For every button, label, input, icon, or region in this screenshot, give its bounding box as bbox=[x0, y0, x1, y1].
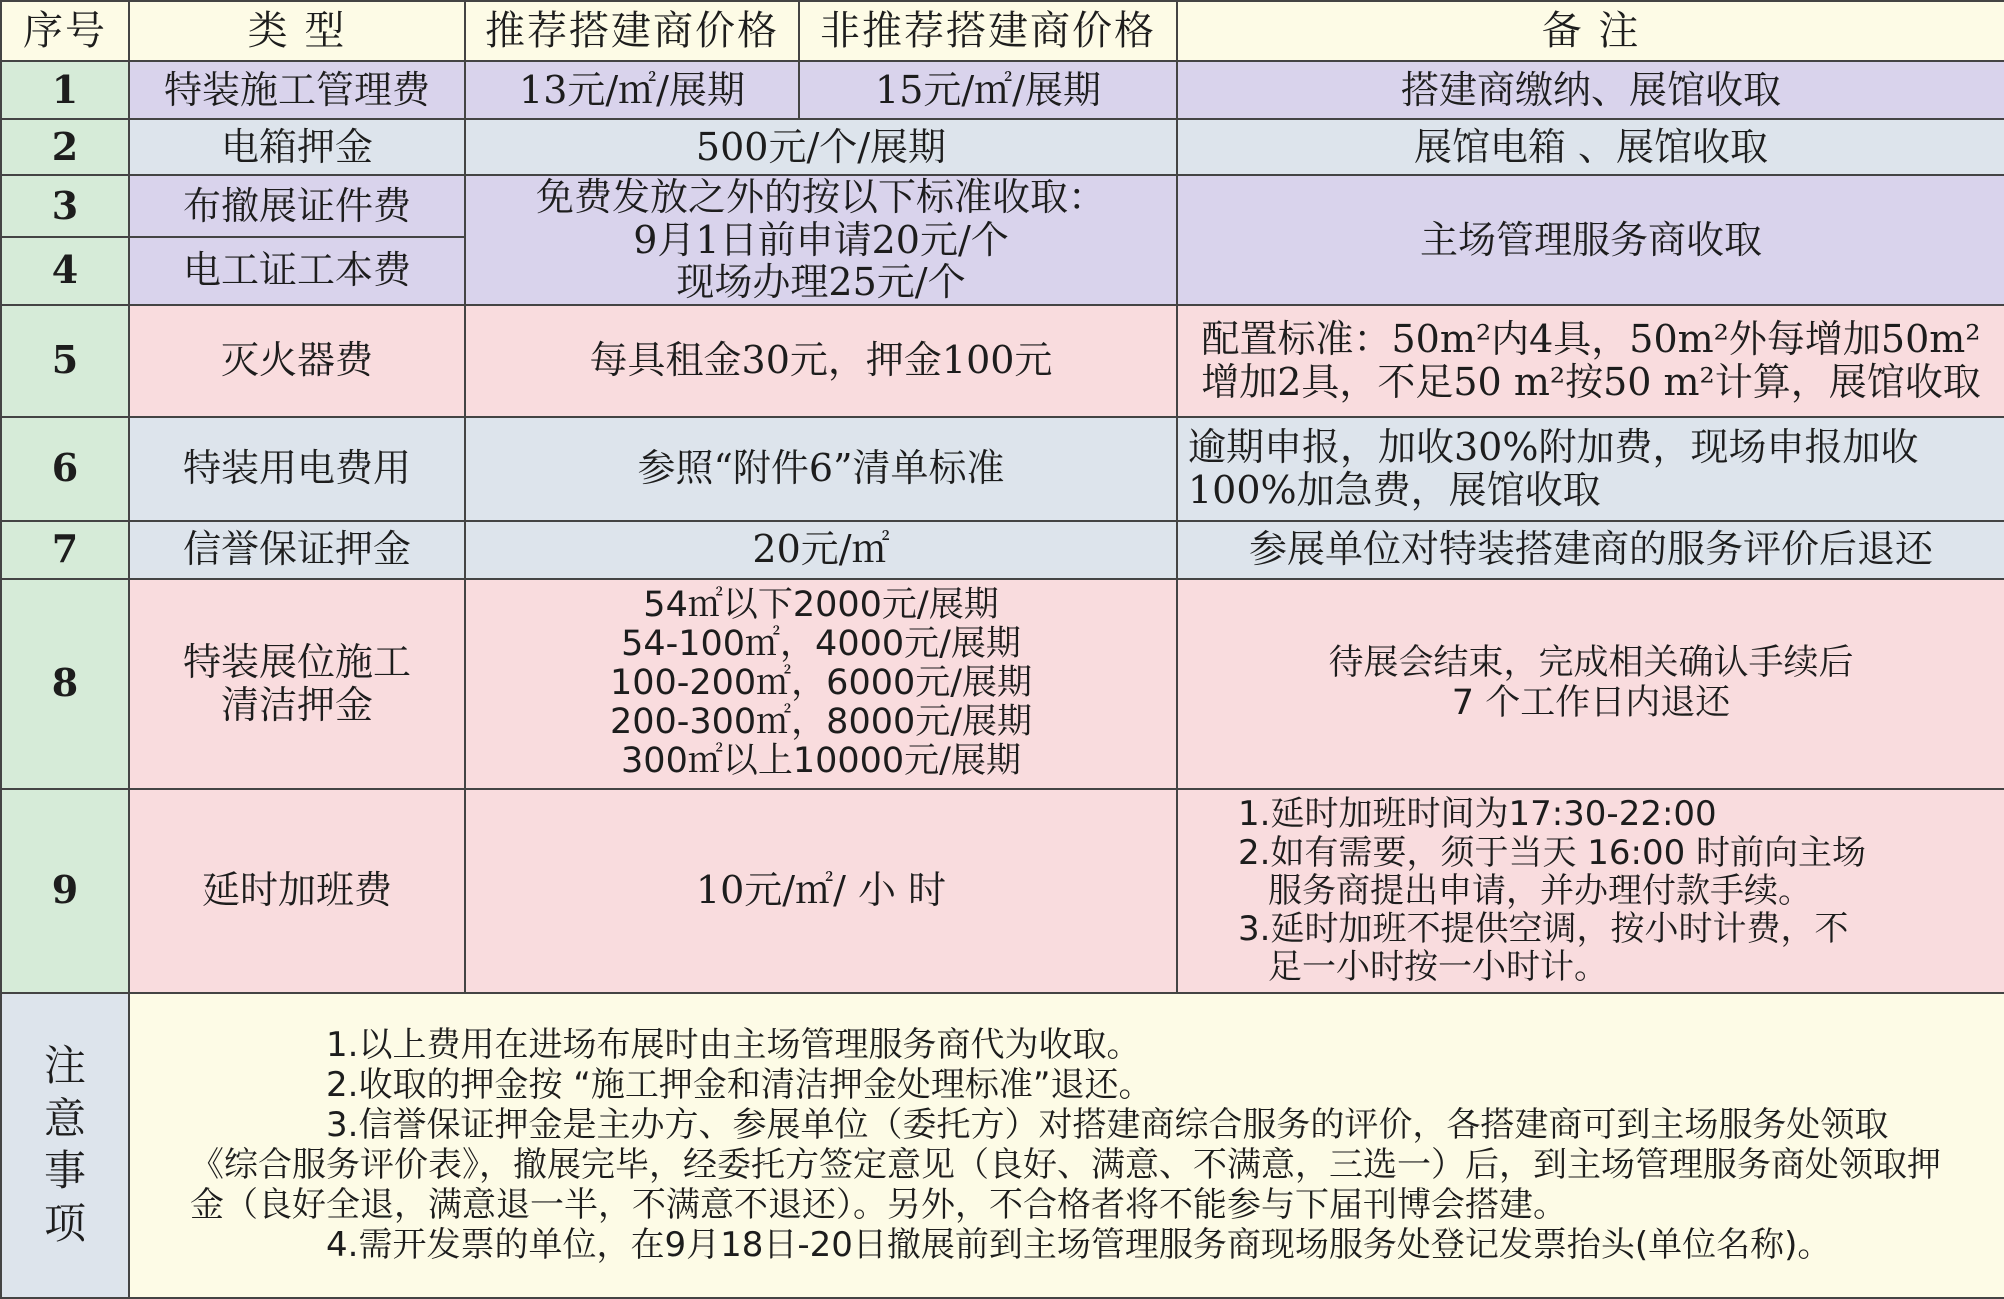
header-remark: 备 注 bbox=[1177, 1, 2004, 61]
remark-line: 100%加急费，展馆收取 bbox=[1188, 467, 1601, 512]
table-row bbox=[1, 305, 2004, 417]
price-line: 54-100㎡，4000元/展期 bbox=[621, 623, 1021, 664]
row-number: 1 bbox=[1, 61, 129, 119]
fee-type: 灭火器费 bbox=[129, 305, 465, 417]
row-number: 3 bbox=[1, 175, 129, 237]
table-row bbox=[1, 175, 2004, 237]
remark bbox=[1177, 417, 2004, 521]
notes-row bbox=[1, 993, 2004, 1298]
fee-type bbox=[129, 579, 465, 789]
fee-type: 特装施工管理费 bbox=[129, 61, 465, 119]
remark: 参展单位对特装搭建商的服务评价后退还 bbox=[1177, 521, 2004, 579]
note-paragraph: 1.以上费用在进场布展时由主场管理服务商代为收取。 bbox=[326, 1024, 1141, 1065]
type-line: 清洁押金 bbox=[220, 682, 373, 727]
header-row bbox=[1, 1, 2004, 61]
cert-price bbox=[465, 175, 1177, 305]
remark-line: 3.延时加班不提供空调，按小时计费，不 bbox=[1238, 908, 1849, 949]
remark: 展馆电箱 、展馆收取 bbox=[1177, 119, 2004, 175]
row-number: 6 bbox=[1, 417, 129, 521]
cert-remark: 主场管理服务商收取 bbox=[1177, 175, 2004, 305]
fee-type: 电工证工本费 bbox=[129, 237, 465, 305]
remark-line: 增加2具，不足50 m²按50 m²计算，展馆收取 bbox=[1201, 359, 1981, 404]
table-row bbox=[1, 521, 2004, 579]
table-row bbox=[1, 789, 2004, 993]
remark: 搭建商缴纳、展馆收取 bbox=[1177, 61, 2004, 119]
row-number: 4 bbox=[1, 237, 129, 305]
table-row bbox=[1, 61, 2004, 119]
price-line: 200-300㎡，8000元/展期 bbox=[609, 702, 1033, 743]
price: 20元/㎡ bbox=[465, 521, 1177, 579]
row-number: 2 bbox=[1, 119, 129, 175]
price: 每具租金30元，押金100元 bbox=[465, 305, 1177, 417]
table-row bbox=[1, 119, 2004, 175]
header-rec-price: 推荐搭建商价格 bbox=[465, 1, 799, 61]
header-type: 类 型 bbox=[129, 1, 465, 61]
fee-type: 特装用电费用 bbox=[129, 417, 465, 521]
remark-line: 7 个工作日内退还 bbox=[1451, 682, 1731, 723]
nonrec-price: 15元/㎡/展期 bbox=[799, 61, 1177, 119]
remark bbox=[1177, 305, 2004, 417]
notes-label: 注 意 事 项 bbox=[1, 993, 129, 1298]
rec-price: 13元/㎡/展期 bbox=[465, 61, 799, 119]
header-seq: 序号 bbox=[1, 1, 129, 61]
fee-type: 电箱押金 bbox=[129, 119, 465, 175]
remark-line: 服务商提出申请，并办理付款手续。 bbox=[1268, 870, 1812, 911]
remark-line: 待展会结束，完成相关确认手续后 bbox=[1328, 643, 1854, 684]
price: 500元/个/展期 bbox=[465, 119, 1177, 175]
remark-line: 1.延时加班时间为17:30-22:00 bbox=[1238, 794, 1717, 835]
row-number: 5 bbox=[1, 305, 129, 417]
note-paragraph: 2.收取的押金按 “施工押金和清洁押金处理标准”退还。 bbox=[326, 1064, 1153, 1105]
fee-type: 延时加班费 bbox=[129, 789, 465, 993]
price-line: 现场办理25元/个 bbox=[676, 260, 966, 305]
remark-line: 2.如有需要，须于当天 16:00 时前向主场 bbox=[1238, 832, 1867, 873]
price-line: 300㎡以上10000元/展期 bbox=[621, 741, 1021, 782]
row-number: 7 bbox=[1, 521, 129, 579]
remark bbox=[1177, 579, 2004, 789]
note-paragraph: 4.需开发票的单位，在9月18日-20日撤展前到主场管理服务商现场服务处登记发票抬头(单位名称)。 bbox=[326, 1225, 1832, 1266]
row-number: 8 bbox=[1, 579, 129, 789]
price: 10元/㎡/ 小 时 bbox=[465, 789, 1177, 993]
type-line: 特装展位施工 bbox=[182, 640, 411, 685]
fee-type: 信誉保证押金 bbox=[129, 521, 465, 579]
notes-content bbox=[129, 993, 2004, 1298]
table-row bbox=[1, 417, 2004, 521]
price-line: 9月1日前申请20元/个 bbox=[633, 217, 1009, 262]
remark-line: 足一小时按一小时计。 bbox=[1268, 946, 1608, 987]
price: 参照“附件6”清单标准 bbox=[465, 417, 1177, 521]
price bbox=[465, 579, 1177, 789]
price-line: 54㎡以下2000元/展期 bbox=[643, 584, 999, 625]
remark-line: 逾期申报，加收30%附加费，现场申报加收 bbox=[1188, 425, 1919, 470]
remark-line: 配置标准：50m²内4具，50m²外每增加50m² bbox=[1201, 317, 1981, 362]
row-number: 9 bbox=[1, 789, 129, 993]
price-line: 免费发放之外的按以下标准收取： bbox=[535, 175, 1106, 219]
price-line: 100-200㎡，6000元/展期 bbox=[609, 663, 1033, 704]
note-paragraph: 3.信誉保证押金是主办方、参展单位（委托方）对搭建商综合服务的评价，各搭建商可到主场服务处领取《综合服务评价表》，撤展完毕，经委托方签定意见（良好、满意、不满意，三选一）后，到主场管理服务商处领取押金（良好全退，满意退一半，不满意不退还）。另外，不合格者将不能参与下届刊博会搭建。 bbox=[190, 1105, 1941, 1226]
fee-type: 布撤展证件费 bbox=[129, 175, 465, 237]
header-nonrec-price: 非推荐搭建商价格 bbox=[799, 1, 1177, 61]
table-row bbox=[1, 579, 2004, 789]
remark bbox=[1177, 789, 2004, 993]
